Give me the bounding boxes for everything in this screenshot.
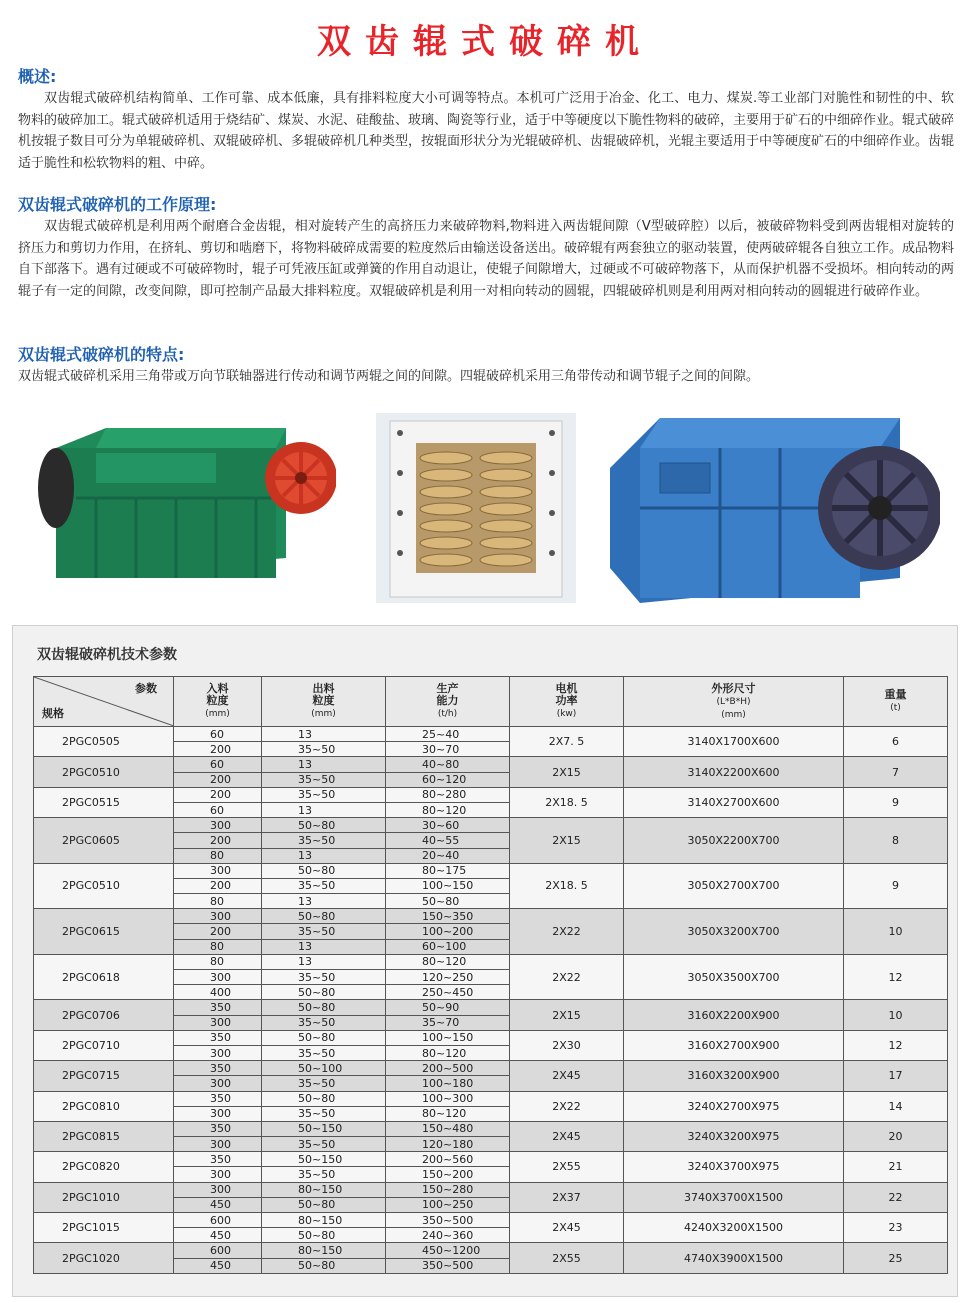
output-size-cell: 50~80 [262,818,386,833]
table-row [34,1152,948,1167]
model-cell: 2PGC0810 [34,1091,174,1121]
output-size-cell: 35~50 [262,878,386,893]
feed-size-cell: 300 [174,1137,262,1152]
features-text: 双齿辊式破碎机采用三角带或万向节联轴器进行传动和调节两辊之间的间隙。四辊破碎机采用三角带传动和调节辊子之间的间隙。 [18,369,760,384]
motor-power-cell: 2X18. 5 [510,787,624,817]
header-output-size: 出料 粒度 (mm) [262,677,386,727]
weight-cell: 20 [844,1121,948,1151]
output-size-cell: 35~50 [262,970,386,985]
features-heading: 双齿辊式破碎机的特点: [18,345,185,364]
weight-cell: 6 [844,727,948,757]
feed-size-cell: 80 [174,894,262,909]
table-row [34,863,948,878]
output-size-cell: 35~50 [262,1076,386,1091]
weight-cell: 12 [844,954,948,1000]
output-size-cell: 50~150 [262,1121,386,1136]
capacity-cell: 350~500 [386,1213,510,1228]
dimensions-cell: 3240X3700X975 [624,1152,844,1182]
capacity-cell: 350~500 [386,1258,510,1273]
model-cell: 2PGC0510 [34,863,174,909]
feed-size-cell: 80 [174,848,262,863]
capacity-cell: 100~150 [386,878,510,893]
model-cell: 2PGC0715 [34,1061,174,1091]
motor-power-cell: 2X45 [510,1213,624,1243]
capacity-cell: 30~60 [386,818,510,833]
capacity-cell: 30~70 [386,742,510,757]
output-size-cell: 50~150 [262,1152,386,1167]
output-size-cell: 50~80 [262,1258,386,1273]
weight-cell: 12 [844,1030,948,1060]
output-size-cell: 35~50 [262,1137,386,1152]
header-weight: 重量 (t) [844,677,948,727]
table-row [34,909,948,924]
feed-size-cell: 80 [174,939,262,954]
dimensions-cell: 3140X1700X600 [624,727,844,757]
feed-size-cell: 200 [174,772,262,787]
feed-size-cell: 600 [174,1213,262,1228]
model-cell: 2PGC1010 [34,1182,174,1212]
output-size-cell: 35~50 [262,833,386,848]
output-size-cell: 13 [262,894,386,909]
output-size-cell: 35~50 [262,1045,386,1060]
output-size-cell: 35~50 [262,787,386,802]
dimensions-cell: 3050X3200X700 [624,909,844,955]
spec-table [33,676,948,1274]
capacity-cell: 35~70 [386,1015,510,1030]
capacity-cell: 60~120 [386,772,510,787]
feed-size-cell: 400 [174,985,262,1000]
table-row [34,1061,948,1076]
capacity-cell: 50~80 [386,894,510,909]
feed-size-cell: 300 [174,1076,262,1091]
feed-size-cell: 450 [174,1258,262,1273]
principle-text: 双齿辊式破碎机是利用两个耐磨合金齿辊，相对旋转产生的高挤压力来破碎物料,物料进入两齿辊间隙（V型破碎腔）以后，被破碎物料受到两齿辊相对旋转的挤压力和剪切力作用，在挤轧、剪切和啮磨下，将物料破碎成需要的粒度然后由输送设备送出。破碎辊有两套独立的驱动装置，使两破碎辊各自独立工作。成品物料自下部落下。遇有过硬或不可破碎物时，辊子可凭液压缸或弹簧的作用自动退让，使辊子间隙增大，过硬或不可破碎物落下，从而保护机器不受损坏。相向转动的两辊子有一定的间隙，改变间隙，即可控制产品最大排料粒度。双辊破碎机是利用一对相向转动的圆辊，四辊破碎机则是利用两对相向转动的圆辊进行破碎作业。 [18,219,955,299]
weight-cell: 23 [844,1213,948,1243]
capacity-cell: 100~180 [386,1076,510,1091]
capacity-cell: 450~1200 [386,1243,510,1258]
features-paragraph [18,366,954,388]
capacity-cell: 50~90 [386,1000,510,1015]
output-size-cell: 50~80 [262,1197,386,1212]
feed-size-cell: 300 [174,1045,262,1060]
weight-cell: 9 [844,863,948,909]
output-size-cell: 35~50 [262,772,386,787]
output-size-cell: 35~50 [262,924,386,939]
weight-cell: 17 [844,1061,948,1091]
output-size-cell: 50~80 [262,909,386,924]
feed-size-cell: 300 [174,863,262,878]
toothed-rollers-closeup-photo [376,408,576,608]
output-size-cell: 80~150 [262,1182,386,1197]
dimensions-cell: 3740X3700X1500 [624,1182,844,1212]
feed-size-cell: 600 [174,1243,262,1258]
capacity-cell: 200~500 [386,1061,510,1076]
weight-cell: 9 [844,787,948,817]
motor-power-cell: 2X15 [510,1000,624,1030]
weight-cell: 25 [844,1243,948,1273]
capacity-cell: 80~120 [386,954,510,969]
table-row [34,1000,948,1015]
weight-cell: 7 [844,757,948,787]
capacity-cell: 150~480 [386,1121,510,1136]
header-motor-power: 电机 功率 (kw) [510,677,624,727]
capacity-cell: 100~200 [386,924,510,939]
capacity-cell: 150~350 [386,909,510,924]
model-cell: 2PGC1015 [34,1213,174,1243]
capacity-cell: 40~55 [386,833,510,848]
output-size-cell: 50~80 [262,863,386,878]
capacity-cell: 25~40 [386,727,510,742]
model-cell: 2PGC0618 [34,954,174,1000]
capacity-cell: 150~200 [386,1167,510,1182]
model-cell: 2PGC0820 [34,1152,174,1182]
output-size-cell: 80~150 [262,1213,386,1228]
dimensions-cell: 3050X2700X700 [624,863,844,909]
table-row [34,1213,948,1228]
feed-size-cell: 350 [174,1121,262,1136]
feed-size-cell: 300 [174,1106,262,1121]
output-size-cell: 35~50 [262,1015,386,1030]
output-size-cell: 13 [262,954,386,969]
dimensions-cell: 3160X2200X900 [624,1000,844,1030]
capacity-cell: 60~100 [386,939,510,954]
output-size-cell: 50~80 [262,985,386,1000]
dimensions-cell: 3050X3500X700 [624,954,844,1000]
output-size-cell: 50~80 [262,1000,386,1015]
motor-power-cell: 2X18. 5 [510,863,624,909]
model-cell: 2PGC0515 [34,787,174,817]
capacity-cell: 250~450 [386,985,510,1000]
capacity-cell: 20~40 [386,848,510,863]
feed-size-cell: 200 [174,924,262,939]
weight-cell: 8 [844,818,948,864]
motor-power-cell: 2X45 [510,1121,624,1151]
model-cell: 2PGC0605 [34,818,174,864]
model-cell: 2PGC0706 [34,1000,174,1030]
output-size-cell: 13 [262,939,386,954]
header-dimensions: 外形尺寸 (L*B*H) (mm) [624,677,844,727]
table-header-row [34,677,948,727]
feed-size-cell: 300 [174,970,262,985]
weight-cell: 21 [844,1152,948,1182]
feed-size-cell: 300 [174,1167,262,1182]
motor-power-cell: 2X22 [510,1091,624,1121]
feed-size-cell: 350 [174,1061,262,1076]
blue-roller-crusher-photo [600,408,940,608]
header-feed-size: 入料 粒度 (mm) [174,677,262,727]
feed-size-cell: 300 [174,818,262,833]
overview-text: 双齿辊式破碎机结构简单、工作可靠、成本低廉，具有排料粒度大小可调等特点。本机可广泛用于冶金、化工、电力、煤炭.等工业部门对脆性和韧性的中、软物料的破碎加工。辊式破碎机适用于烧结矿、煤炭、水泥、硅酸盐、玻璃、陶瓷等行业，适于中等硬度以下脆性物料的破碎，主要用于矿石的中细碎作业。辊式破碎机按辊子数目可分为单辊破碎机、双辊破碎机、多辊破碎机几种类型，按辊面形状分为光辊破碎机、齿辊破碎机，光辊主要适用于中等硬度矿石的中细碎作业。齿辊适于脆性和松软物料的粗、中碎。 [18,91,955,171]
output-size-cell: 50~80 [262,1228,386,1243]
output-size-cell: 80~150 [262,1243,386,1258]
overview-heading: 概述: [18,67,57,86]
motor-power-cell: 2X55 [510,1152,624,1182]
corner-bottom-label: 规格 [42,707,64,720]
capacity-cell: 100~250 [386,1197,510,1212]
model-cell: 2PGC0510 [34,757,174,787]
table-row [34,954,948,969]
output-size-cell: 35~50 [262,1106,386,1121]
product-photos [0,408,970,608]
capacity-cell: 80~175 [386,863,510,878]
output-size-cell: 13 [262,757,386,772]
feed-size-cell: 200 [174,787,262,802]
table-row [34,1091,948,1106]
feed-size-cell: 200 [174,878,262,893]
capacity-cell: 80~280 [386,787,510,802]
dimensions-cell: 3140X2200X600 [624,757,844,787]
weight-cell: 22 [844,1182,948,1212]
table-row [34,1030,948,1045]
motor-power-cell: 2X45 [510,1061,624,1091]
table-row [34,727,948,742]
green-roller-crusher-photo [36,408,336,608]
table-row [34,818,948,833]
weight-cell: 14 [844,1091,948,1121]
capacity-cell: 120~180 [386,1137,510,1152]
output-size-cell: 13 [262,802,386,817]
capacity-cell: 80~120 [386,1045,510,1060]
model-cell: 2PGC0710 [34,1030,174,1060]
motor-power-cell: 2X30 [510,1030,624,1060]
feed-size-cell: 450 [174,1197,262,1212]
output-size-cell: 13 [262,848,386,863]
model-cell: 2PGC0505 [34,727,174,757]
capacity-cell: 120~250 [386,970,510,985]
principle-heading: 双齿辊式破碎机的工作原理: [18,195,217,214]
model-cell: 2PGC0615 [34,909,174,955]
output-size-cell: 35~50 [262,742,386,757]
output-size-cell: 50~100 [262,1061,386,1076]
corner-header [34,677,174,727]
table-row [34,1182,948,1197]
table-row [34,1243,948,1258]
capacity-cell: 100~150 [386,1030,510,1045]
dimensions-cell: 3140X2700X600 [624,787,844,817]
table-caption: 双齿辊破碎机技术参数 [37,647,177,663]
feed-size-cell: 350 [174,1091,262,1106]
feed-size-cell: 450 [174,1228,262,1243]
feed-size-cell: 60 [174,802,262,817]
motor-power-cell: 2X55 [510,1243,624,1273]
feed-size-cell: 300 [174,909,262,924]
dimensions-cell: 4740X3900X1500 [624,1243,844,1273]
capacity-cell: 80~120 [386,802,510,817]
spec-table-panel [12,625,958,1297]
capacity-cell: 150~280 [386,1182,510,1197]
header-capacity: 生产 能力 (t/h) [386,677,510,727]
dimensions-cell: 3240X2700X975 [624,1091,844,1121]
feed-size-cell: 60 [174,757,262,772]
principle-paragraph [18,216,954,302]
capacity-cell: 200~560 [386,1152,510,1167]
capacity-cell: 40~80 [386,757,510,772]
feed-size-cell: 60 [174,727,262,742]
corner-top-label: 参数 [135,682,157,695]
feed-size-cell: 200 [174,742,262,757]
feed-size-cell: 350 [174,1000,262,1015]
feed-size-cell: 200 [174,833,262,848]
weight-cell: 10 [844,909,948,955]
model-cell: 2PGC1020 [34,1243,174,1273]
model-cell: 2PGC0815 [34,1121,174,1151]
feed-size-cell: 300 [174,1015,262,1030]
motor-power-cell: 2X7. 5 [510,727,624,757]
motor-power-cell: 2X15 [510,757,624,787]
output-size-cell: 13 [262,727,386,742]
motor-power-cell: 2X22 [510,909,624,955]
overview-paragraph [18,88,954,174]
output-size-cell: 50~80 [262,1030,386,1045]
output-size-cell: 35~50 [262,1167,386,1182]
dimensions-cell: 3160X2700X900 [624,1030,844,1060]
table-row [34,787,948,802]
feed-size-cell: 80 [174,954,262,969]
dimensions-cell: 3240X3200X975 [624,1121,844,1151]
dimensions-cell: 4240X3200X1500 [624,1213,844,1243]
motor-power-cell: 2X37 [510,1182,624,1212]
feed-size-cell: 350 [174,1152,262,1167]
capacity-cell: 240~360 [386,1228,510,1243]
table-row [34,757,948,772]
dimensions-cell: 3160X3200X900 [624,1061,844,1091]
capacity-cell: 80~120 [386,1106,510,1121]
motor-power-cell: 2X15 [510,818,624,864]
page-title: 双齿辊式破碎机 [317,22,653,62]
dimensions-cell: 3050X2200X700 [624,818,844,864]
motor-power-cell: 2X22 [510,954,624,1000]
table-row [34,1121,948,1136]
feed-size-cell: 350 [174,1030,262,1045]
feed-size-cell: 300 [174,1182,262,1197]
capacity-cell: 100~300 [386,1091,510,1106]
weight-cell: 10 [844,1000,948,1030]
output-size-cell: 50~80 [262,1091,386,1106]
